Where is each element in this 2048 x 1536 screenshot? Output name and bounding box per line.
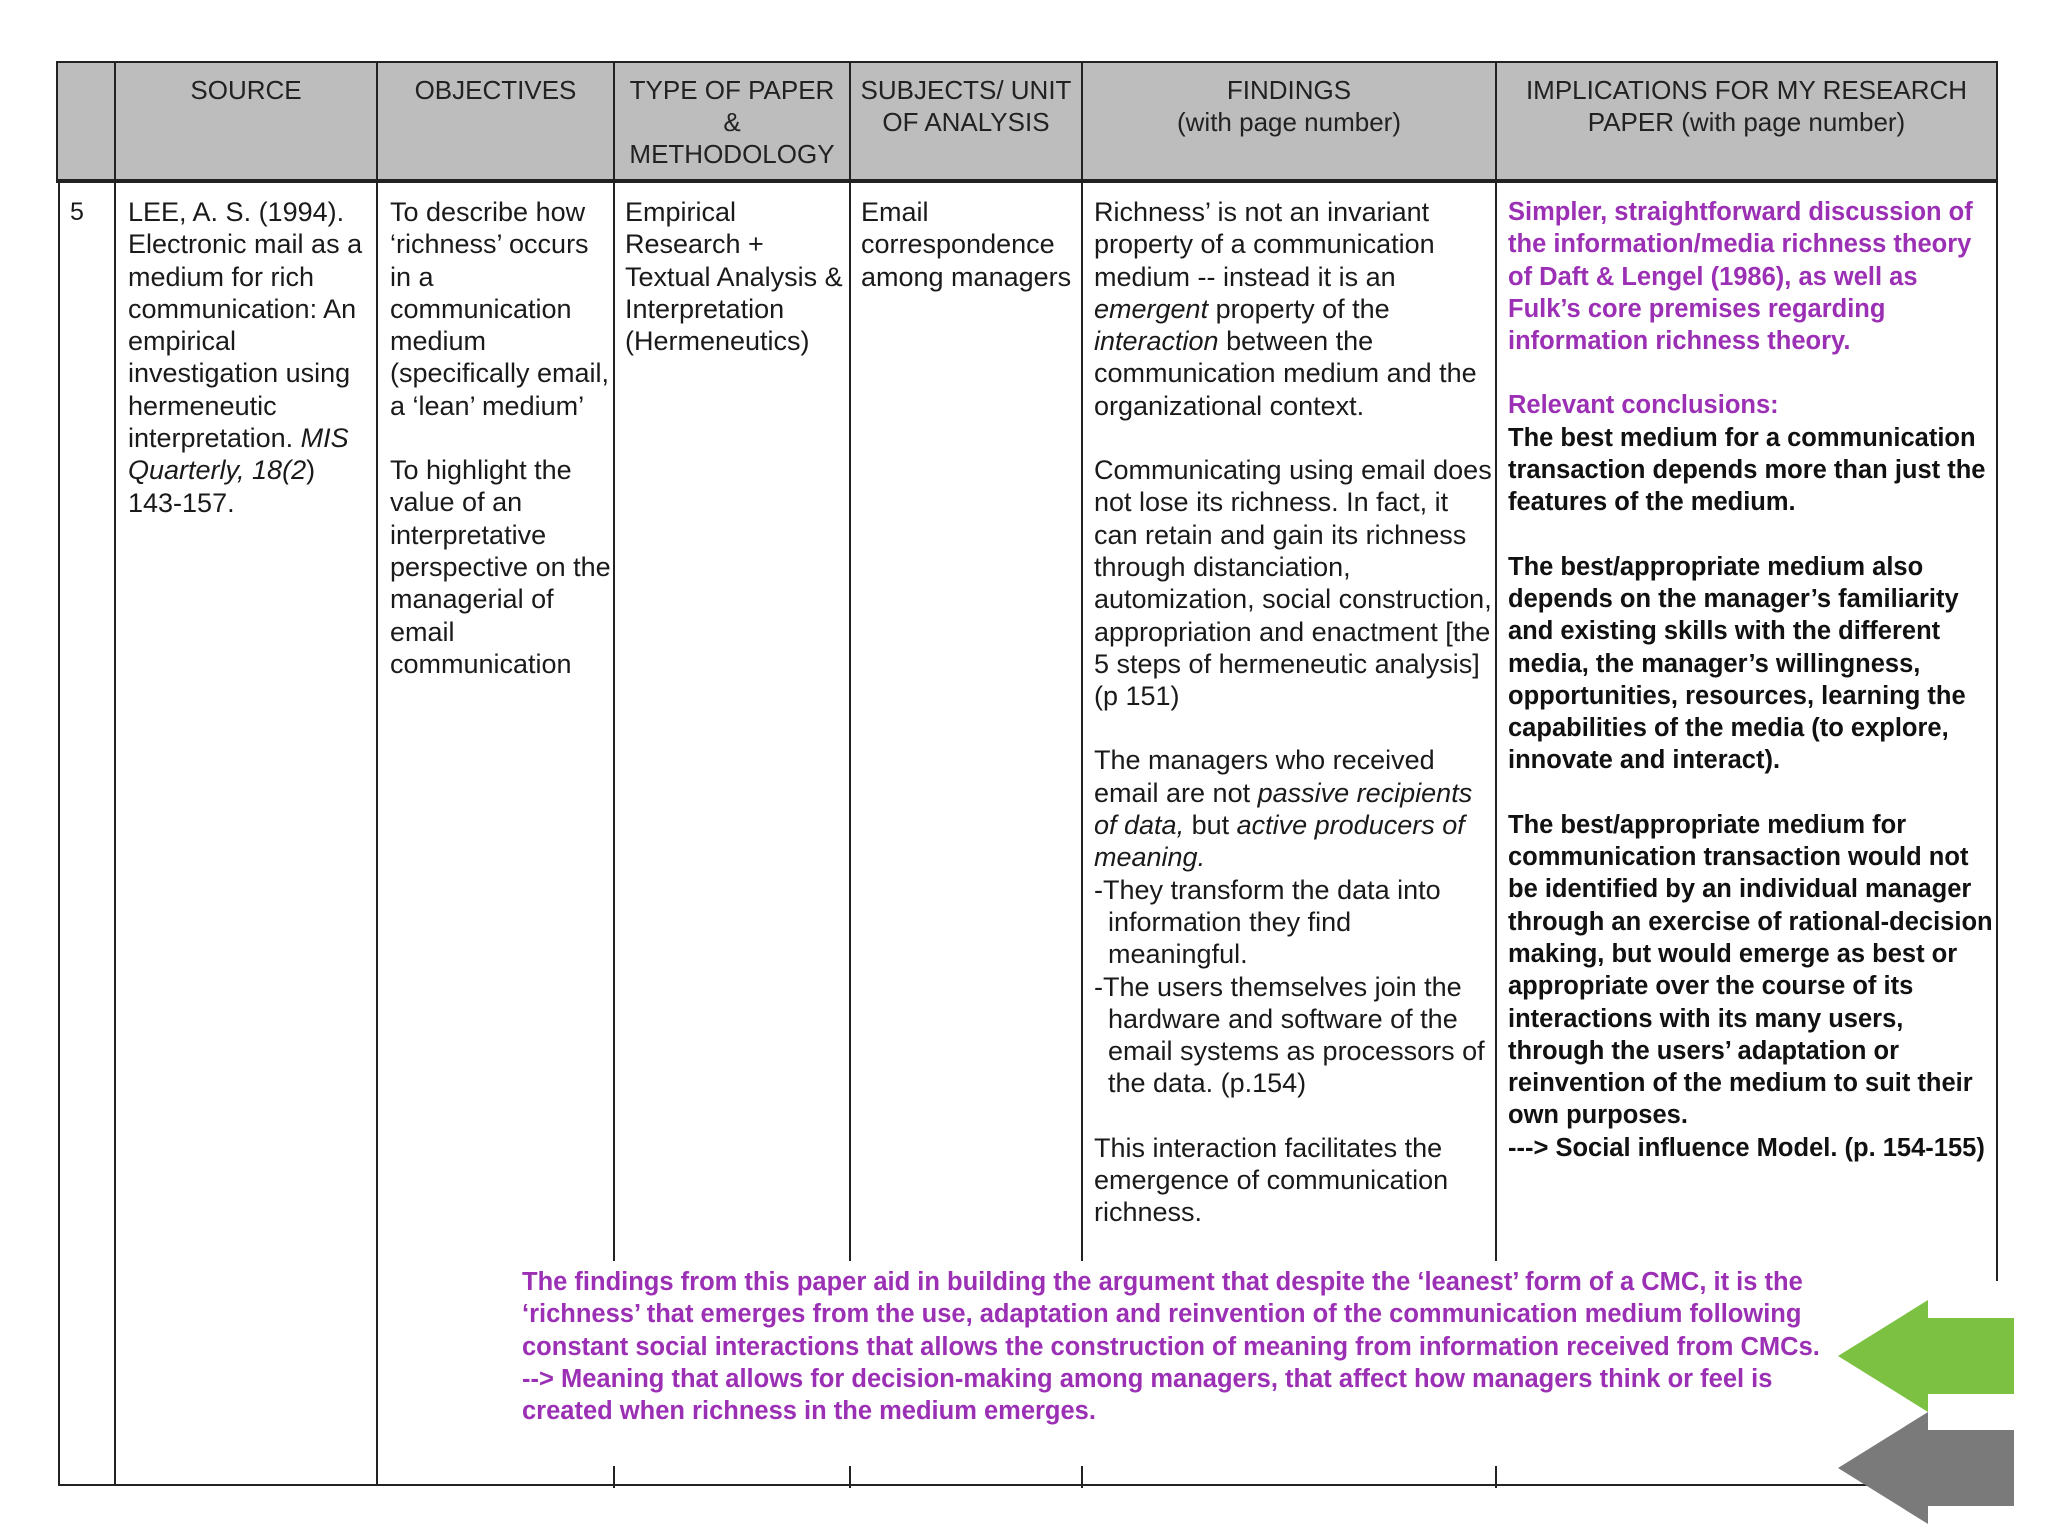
implications-paragraph-3: The best/appropriate medium also depends on the manager’s familiarity and existing skills with the different media, the manager’s willingness, opportunities, resources, learning the capabilities of the media (to explore, innovate and interact). [1508, 552, 1966, 775]
col-border-7 [1996, 61, 1998, 1281]
findings-bullet-1: -They transform the data into information they find meaningful. [1094, 874, 1441, 970]
subjects-text: Email correspondence among managers [861, 197, 1072, 292]
implications-heading: Relevant conclusions: [1508, 391, 1779, 420]
col-border-0b [58, 183, 60, 1486]
objectives-paragraph-1: To describe how ‘richness’ occurs in a communication medium (specifically email, a ‘lean’ medium’ [390, 197, 610, 421]
col-border-6-stub [1495, 1466, 1497, 1488]
col-border-5-stub [1081, 1466, 1083, 1488]
row-number: 5 [70, 198, 84, 226]
table-bottom-border [58, 1484, 2000, 1486]
findings-paragraph-2: Communicating using email does not lose its richness. In fact, it can retain and gain its richness through distanciation, automization, social construction, appropriation and enactment [the 5 steps of hermeneutic analysis] (p 151) [1094, 455, 1492, 712]
source-journal: MIS Quarterly, 18( [128, 423, 349, 486]
source-pages: 143-157. [128, 487, 235, 518]
findings-paragraph-4: This interaction facilitates the emergence of communication richness. [1094, 1132, 1449, 1228]
header-source: SOURCE [190, 75, 302, 105]
objectives-cell [390, 196, 612, 680]
source-issue: 2 [291, 455, 307, 486]
findings-paragraph-3: The managers who received email are not passive recipients of data, but active producers of meaning. [1094, 745, 1473, 873]
source-citation: LEE, A. S. (1994). Electronic mail as a medium for rich communication: An empirical investigation using hermeneutic interpretation. [128, 197, 363, 454]
header-type-methodology: TYPE OF PAPER & METHODOLOGY [629, 75, 835, 169]
subjects-cell [861, 196, 1079, 293]
header-bottom-border [56, 179, 1998, 183]
summary-note [522, 1266, 1822, 1427]
type-text: Empirical Research + Textual Analysis & Interpretation (Hermeneutics) [625, 197, 843, 357]
summary-paragraph-1: The findings from this paper aid in building the argument that despite the ‘leanest’ form of a CMC, it is the ‘richness’ that emerges from the use, adaptation and reinvention of the communication medium following constant social interactions that allows the construction of meaning from information received from CMCs. [522, 1268, 1820, 1361]
col-border-1 [114, 61, 116, 1486]
header-subjects: SUBJECTS/ UNIT OF ANALYSIS [860, 75, 1072, 137]
header-implications: IMPLICATIONS FOR MY RESEARCH PAPER (with page number) [1525, 75, 1968, 137]
col-border-0 [56, 61, 58, 183]
table-top-border [56, 61, 1998, 63]
arrow-left-green-icon[interactable] [1838, 1300, 2014, 1412]
col-border-5 [1081, 61, 1083, 1261]
col-border-6 [1495, 61, 1497, 1261]
col-border-3 [613, 61, 615, 1261]
findings-paragraph-1: Richness’ is not an invariant property of a communication medium -- instead it is an emergent property of the interaction between the communication medium and the organizational context. [1094, 197, 1477, 421]
source-cell: LEE, A. S. (1994). Electronic mail as a medium for rich communication: An empirical investigation using hermeneutic interpretation. MIS Quarterly, 18(2) 143-157. [128, 196, 373, 519]
col-border-4 [849, 61, 851, 1261]
header-objectives: OBJECTIVES [414, 75, 577, 105]
summary-paragraph-2: --> Meaning that allows for decision-making among managers, that affect how managers think or feel is created when richness in the medium emerges. [522, 1364, 1773, 1426]
objectives-paragraph-2: To highlight the value of an interpretative perspective on the managerial of email communication [390, 455, 611, 679]
col-border-2 [376, 61, 378, 1486]
col-border-3-stub [613, 1466, 615, 1488]
col-border-4-stub [849, 1466, 851, 1488]
implications-paragraph-2: The best medium for a communication transaction depends more than just the features of the medium. [1508, 423, 1986, 517]
header-findings: FINDINGS (with page number) [1177, 75, 1401, 137]
implications-paragraph-4: The best/appropriate medium for communication transaction would not be identified by an individual manager through an exercise of rational-decision making, but would emerge as best or appropriate over the course of its interactions with its many users, through the users’ adaptation or reinvention of the medium to suit their own purposes. [1508, 810, 1993, 1130]
implications-cell [1508, 196, 1994, 1164]
implications-paragraph-1: Simpler, straightforward discussion of the information/media richness theory of Daft & Lengel (1986), as well as Fulk’s core premises regarding information richness theory. [1508, 198, 1973, 356]
findings-cell [1094, 196, 1494, 1229]
arrow-left-gray-icon[interactable] [1838, 1412, 2014, 1524]
type-cell [625, 196, 847, 357]
implications-paragraph-5: ---> Social influence Model. (p. 154-155) [1508, 1133, 1985, 1162]
findings-bullet-2: -The users themselves join the hardware and software of the email systems as processors of the data. (p.154) [1094, 971, 1485, 1099]
